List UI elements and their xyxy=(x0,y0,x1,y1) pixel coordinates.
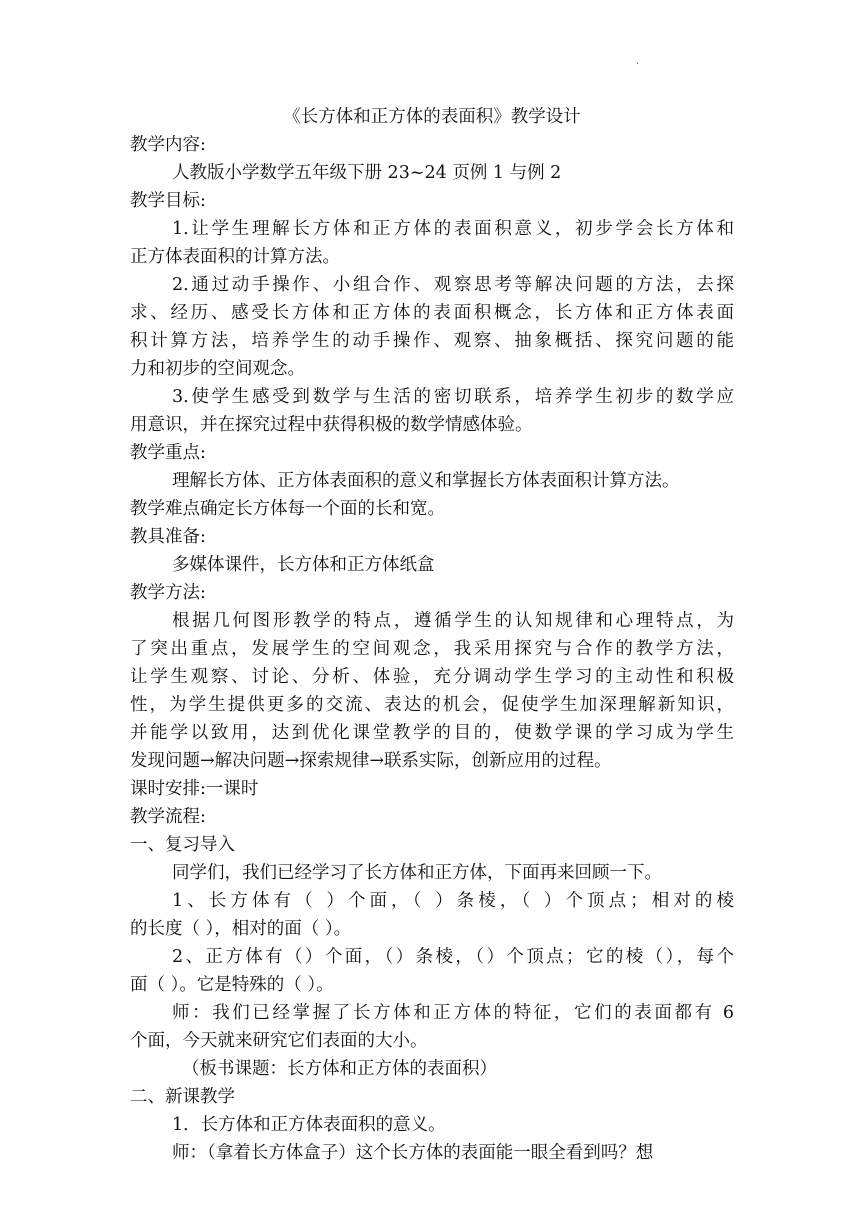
section-heading: 课时安排:一课时 xyxy=(130,779,259,799)
paragraph-line: 并能学以致用，达到优化课堂教学的目的，使数学课的学习成为学生 xyxy=(130,723,734,743)
paragraph-line: 的长度（ ），相对的面（ ）。 xyxy=(130,919,352,939)
paragraph-line: 正方体表面积的计算方法。 xyxy=(130,247,340,267)
paragraph-line: 性，为学生提供更多的交流、表达的机会，促使学生加深理解新知识， xyxy=(130,695,734,715)
section-heading: 教学重点: xyxy=(130,443,206,463)
paragraph-line: 2.通过动手操作、小组合作、观察思考等解决问题的方法，去探 xyxy=(172,275,734,295)
section-heading: 教学流程: xyxy=(130,807,206,827)
paragraph-line: 3.使学生感受到数学与生活的密切联系，培养学生初步的数学应 xyxy=(172,387,734,407)
paragraph-line: 面（ ）。它是特殊的（ ）。 xyxy=(130,975,334,995)
paragraph-line: 求、经历、感受长方体和正方体的表面积概念，长方体和正方体表面 xyxy=(130,303,734,323)
paragraph-line: 同学们，我们已经学习了长方体和正方体，下面再来回顾一下。 xyxy=(172,863,662,883)
paragraph-line: 教学难点确定长方体每一个面的长和宽。 xyxy=(130,499,445,519)
paragraph-line: 了突出重点，发展学生的空间观念，我采用探究与合作的教学方法， xyxy=(130,639,734,659)
paragraph-line: 发现问题→解决问题→探索规律→联系实际，创新应用的过程。 xyxy=(130,751,612,771)
paragraph-line: 1．长方体和正方体表面积的意义。 xyxy=(172,1115,446,1135)
paragraph-line: 理解长方体、正方体表面积的意义和掌握长方体表面积计算方法。 xyxy=(172,471,680,491)
section-heading: 教具准备: xyxy=(130,527,206,547)
header-mark: . xyxy=(636,56,640,67)
paragraph-line: 力和初步的空间观念。 xyxy=(130,359,305,379)
section-heading: 一、复习导入 xyxy=(130,835,235,855)
section-heading: 二、新课教学 xyxy=(130,1087,235,1107)
document-body xyxy=(130,103,734,1167)
paragraph-line: 用意识，并在探究过程中获得积极的数学情感体验。 xyxy=(130,415,533,435)
document-title: 《长方体和正方体的表面积》教学设计 xyxy=(283,107,581,127)
paragraph-line: 师：我们已经掌握了长方体和正方体的特征，它们的表面都有 6 xyxy=(172,1003,734,1023)
section-heading: 教学内容: xyxy=(130,135,206,155)
paragraph-line: 人教版小学数学五年级下册 23~24 页例 1 与例 2 xyxy=(172,163,562,183)
paragraph-line: 积计算方法，培养学生的动手操作、观察、抽象概括、探究问题的能 xyxy=(130,331,734,351)
paragraph-line: 让学生观察、讨论、分析、体验，充分调动学生学习的主动性和积极 xyxy=(130,667,734,687)
paragraph-line: 师：（拿着长方体盒子）这个长方体的表面能一眼全看到吗？想 xyxy=(172,1143,654,1163)
paragraph-line: （板书课题：长方体和正方体的表面积） xyxy=(182,1059,497,1079)
paragraph-line: 1、长方体有（ ）个面，（ ）条棱，（ ）个顶点；相对的棱 xyxy=(172,891,734,911)
paragraph-line: 根据几何图形教学的特点，遵循学生的认知规律和心理特点，为 xyxy=(172,611,734,631)
section-heading: 教学目标: xyxy=(130,191,206,211)
paragraph-line: 个面，今天就来研究它们表面的大小。 xyxy=(130,1031,428,1051)
section-heading: 教学方法: xyxy=(130,583,206,603)
paragraph-line: 多媒体课件，长方体和正方体纸盒 xyxy=(172,555,435,575)
paragraph-line: 2、正方体有（）个面，（）条棱，（）个顶点；它的棱（），每个 xyxy=(172,947,734,967)
paragraph-line: 1.让学生理解长方体和正方体的表面积意义，初步学会长方体和 xyxy=(172,219,734,239)
